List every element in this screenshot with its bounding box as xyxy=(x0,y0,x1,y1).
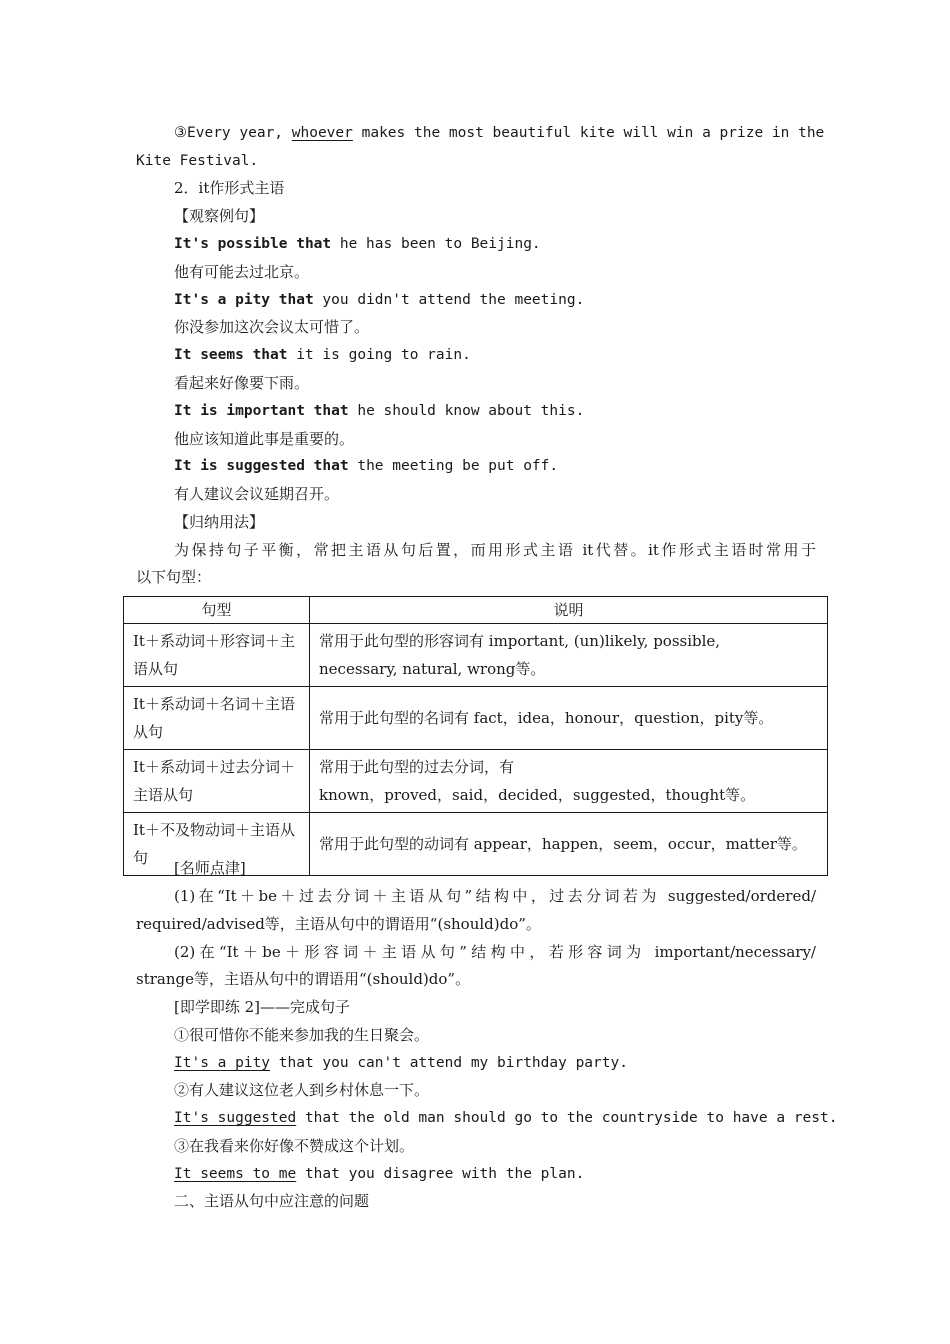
next-section-heading: 二、主语从句中应注意的问题 xyxy=(174,1192,370,1210)
example-translation: 看起来好像要下雨。 xyxy=(174,374,310,392)
pattern-cell: It＋系动词＋名词＋主语从句 xyxy=(124,687,310,750)
note-line: 常用于此句型的过去分词，有 xyxy=(319,758,515,776)
example-rest: he has been to Beijing. xyxy=(331,236,541,252)
example-bold-phrase: It is suggested that xyxy=(174,458,349,474)
table-header-note: 说明 xyxy=(310,597,828,624)
table-header-row xyxy=(124,597,828,624)
observe-label: 【观察例句】 xyxy=(174,207,265,225)
example-sentence xyxy=(174,401,854,421)
example-3-continuation: Kite Festival. xyxy=(136,153,259,169)
note-cell xyxy=(310,687,828,750)
practice-answer xyxy=(174,1164,854,1184)
example-rest: he should know about this. xyxy=(348,403,585,419)
pattern-cell: It＋系动词＋过去分词＋主语从句 xyxy=(124,750,310,813)
note-cell xyxy=(310,624,828,687)
table-row xyxy=(124,624,828,687)
practice-prompt: ②有人建议这位老人到乡村休息一下。 xyxy=(174,1081,430,1099)
practice-prompt: ③在我看来你好像不赞成这个计划。 xyxy=(174,1137,415,1155)
example-translation: 他应该知道此事是重要的。 xyxy=(174,430,355,448)
practice-label: [即学即练 2]——完成句子 xyxy=(174,998,351,1016)
answer-blank: It's suggested xyxy=(174,1110,297,1126)
practice-answer xyxy=(174,1053,854,1073)
answer-rest: that the old man should go to the countryside to have a rest. xyxy=(296,1110,838,1126)
note-cell xyxy=(310,750,828,813)
table-row xyxy=(124,750,828,813)
example-rest: it is going to rain. xyxy=(287,347,471,363)
note-line: necessary, natural, wrong等。 xyxy=(319,660,546,678)
practice-answer xyxy=(174,1108,854,1128)
example-bold-phrase: It seems that xyxy=(174,347,288,363)
example-rest: you didn't attend the meeting. xyxy=(313,292,585,308)
example-translation: 有人建议会议延期召开。 xyxy=(174,485,340,503)
tip-1: (1)在“It＋be＋过去分词＋主语从句”结构中，过去分词若为 suggested/ordered/ xyxy=(174,887,816,905)
example-translation: 他有可能去过北京。 xyxy=(174,263,310,281)
example-bold-phrase: It is important that xyxy=(174,403,349,419)
example-3-text-end: makes the most beautiful kite will win a prize in the xyxy=(352,125,825,141)
answer-rest: that you can't attend my birthday party. xyxy=(270,1055,628,1071)
example-translation: 你没参加这次会议太可惜了。 xyxy=(174,318,370,336)
example-rest: the meeting be put off. xyxy=(348,458,559,474)
note-line: 常用于此句型的形容词有 important, (un)likely, possible, xyxy=(319,632,721,650)
pattern-cell: It＋不及物动词＋主语从句 xyxy=(124,813,310,876)
answer-rest: that you disagree with the plan. xyxy=(296,1166,585,1182)
example-3-line xyxy=(174,123,825,143)
tips-label: [名师点津] xyxy=(174,859,246,877)
section-heading: 2．it作形式主语 xyxy=(174,179,285,197)
pattern-cell: It＋系动词＋形容词＋主语从句 xyxy=(124,624,310,687)
example-3-text: ③Every year, xyxy=(174,125,292,141)
table-row xyxy=(124,687,828,750)
example-bold-phrase: It's a pity that xyxy=(174,292,314,308)
example-sentence xyxy=(174,456,854,476)
tip-1-cont: required/advised等，主语从句中的谓语用“(should)do”。 xyxy=(136,915,541,933)
note-line: 常用于此句型的名词有 fact，idea，honour，question，pity等。 xyxy=(319,709,774,727)
example-sentence xyxy=(174,345,854,365)
answer-blank: It's a pity xyxy=(174,1055,271,1071)
note-line: known，proved，said，decided，suggested，thought等。 xyxy=(319,786,756,804)
summary-label: 【归纳用法】 xyxy=(174,513,265,531)
answer-blank: It seems to me xyxy=(174,1166,297,1182)
example-sentence xyxy=(174,290,854,310)
note-line: 常用于此句型的动词有 appear，happen，seem，occur，matter等。 xyxy=(319,835,807,853)
example-bold-phrase: It's possible that xyxy=(174,236,332,252)
summary-text: 为保持句子平衡，常把主语从句后置，而用形式主语 it代替。it作形式主语时常用于 xyxy=(174,541,816,559)
example-sentence xyxy=(174,234,854,254)
table-header-pattern: 句型 xyxy=(124,597,310,624)
summary-text-cont: 以下句型： xyxy=(136,568,212,586)
tip-2-cont: strange等，主语从句中的谓语用“(should)do”。 xyxy=(136,970,471,988)
practice-prompt: ①很可惜你不能来参加我的生日聚会。 xyxy=(174,1026,430,1044)
tip-2: (2)在“It＋be＋形容词＋主语从句”结构中，若形容词为 important/necessary/ xyxy=(174,943,816,961)
example-3-underlined-word: whoever xyxy=(291,125,353,141)
sentence-pattern-table xyxy=(123,596,828,876)
